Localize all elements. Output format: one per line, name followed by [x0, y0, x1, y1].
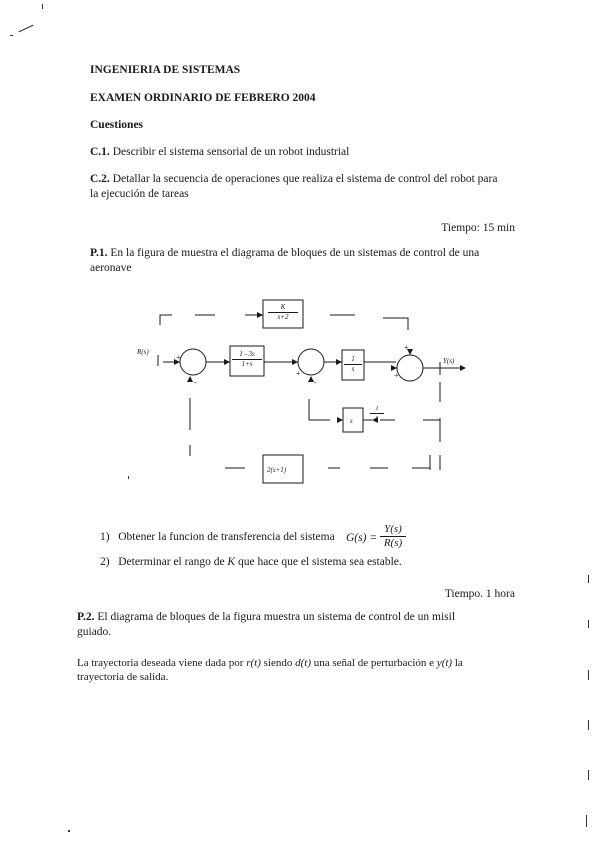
block-feedback-right-den: s — [375, 415, 379, 421]
block-integrator-tf — [344, 355, 362, 374]
block-top-den: s+2 — [277, 313, 289, 321]
block-bottom-label: 2(s+1) — [267, 466, 287, 474]
problem1-line2: aeronave — [90, 262, 132, 274]
item-var-k: K — [227, 556, 236, 568]
block-feedback-right-num: 1 — [370, 405, 384, 414]
block-lead-num: 1 - 3s — [232, 350, 262, 360]
block-top-num: K — [268, 303, 298, 313]
item-number: 1) — [100, 531, 110, 543]
para-text: la — [452, 657, 463, 669]
item-number: 2) — [100, 556, 110, 568]
block-feedback-right-tf — [370, 405, 384, 422]
institution-title: INGENIERIA DE SISTEMAS — [90, 64, 241, 76]
block-top-tf — [268, 303, 298, 322]
problem2-paragraph-line1 — [77, 657, 463, 670]
input-label: R(s) — [137, 348, 149, 356]
sign-junction3-plus-2: + — [394, 371, 399, 380]
block-feedback-inner — [343, 408, 363, 432]
transfer-function-lhs: G(s) = — [346, 532, 378, 544]
summing-junction-1 — [180, 349, 206, 375]
top-path-left — [160, 315, 172, 325]
problem-text: En la figura de muestra el diagrama de bloques de un sistemas de control de una — [110, 247, 480, 259]
transfer-function-den: R(s) — [383, 537, 403, 549]
arrowhead — [337, 417, 343, 423]
block-lead-tf — [232, 350, 262, 369]
question-label: C.2. — [90, 173, 110, 185]
arrowhead — [336, 359, 342, 365]
output-label: Y(s) — [443, 357, 455, 365]
block-integrator-den: s — [351, 365, 355, 373]
problem2-line2: guiado. — [77, 626, 112, 638]
arrowhead — [292, 359, 298, 365]
problem2-paragraph-line2: trayectoria de salida. — [77, 671, 169, 683]
arrowhead — [224, 359, 230, 365]
sign-junction1-minus: - — [194, 378, 197, 387]
exam-title: EXAMEN ORDINARIO DE FEBRERO 2004 — [90, 92, 316, 104]
top-path-out2 — [383, 318, 408, 330]
summing-junction-3 — [397, 355, 423, 381]
para-text: una señal de perturbación e — [310, 657, 437, 669]
item-text: Obtener la funcion de transferencia del sistema — [118, 531, 335, 543]
sign-junction3-plus: + — [404, 343, 409, 352]
item-text-before: Determinar el rango de — [118, 556, 228, 568]
problem1-item1 — [100, 531, 335, 544]
time-limit-2: Tiempo. 1 hora — [444, 588, 515, 600]
var-d: d(t) — [295, 657, 311, 669]
question-text: Detallar la secuencia de operaciones que realiza el sistema de control del robot para — [112, 173, 498, 185]
transfer-function-num: Y(s) — [380, 523, 406, 537]
transfer-function-fraction — [380, 523, 406, 550]
problem-text: El diagrama de bloques de la figura muestra un sistema de control de un misil — [97, 611, 456, 623]
section-title: Cuestiones — [90, 119, 144, 131]
sign-junction1-plus: + — [176, 353, 181, 362]
para-text: La trayectoria deseada viene dada por — [77, 657, 247, 669]
var-r: r(t) — [246, 657, 261, 669]
question-label: C.1. — [90, 146, 110, 158]
problem2-line1 — [77, 611, 503, 624]
arrowhead — [257, 312, 263, 318]
problem1-item2 — [100, 556, 402, 569]
block-integrator-num: 1 — [344, 355, 362, 365]
time-limit-1: Tiempo: 15 min — [441, 222, 515, 234]
sign-junction2-plus: + — [296, 369, 301, 378]
question-c2-line2: la ejecución de tareas — [90, 188, 189, 200]
inner-feedback-left — [309, 399, 330, 420]
summing-junction-2 — [298, 349, 324, 375]
problem-label: P.2. — [77, 611, 95, 623]
var-y: y(t) — [436, 657, 453, 669]
item-text-after: que hace que el sistema sea estable. — [235, 556, 402, 568]
sign-junction2-minus: - — [314, 378, 317, 387]
block-feedback-inner-label: s — [350, 417, 353, 425]
para-text: siendo — [260, 657, 296, 669]
arrowhead — [187, 376, 193, 382]
block-lead-den: 1+s — [241, 360, 253, 368]
arrowhead — [460, 365, 466, 371]
problem-label: P.1. — [90, 247, 108, 259]
question-text: Describir el sistema sensorial de un robot industrial — [112, 146, 350, 158]
